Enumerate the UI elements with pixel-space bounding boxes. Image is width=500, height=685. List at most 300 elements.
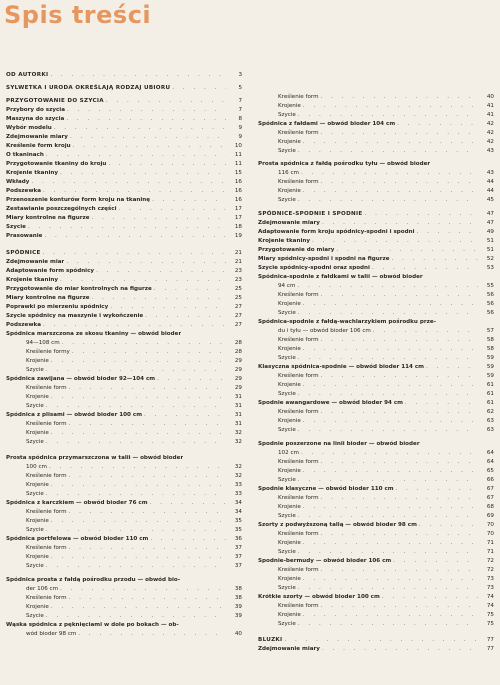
toc-page-number: 5: [238, 85, 242, 91]
toc-entry: [258, 399, 494, 408]
toc-page-number: 29: [234, 367, 242, 373]
toc-entry: [6, 438, 242, 447]
toc-section-heading: [6, 84, 242, 93]
dot-leader: [301, 169, 478, 178]
toc-entry-title: Krojenie: [278, 576, 301, 582]
toc-page-number: 21: [234, 250, 242, 256]
toc-page-number: 58: [486, 346, 494, 352]
dot-leader: [303, 575, 478, 584]
toc-page-number: 19: [234, 233, 242, 239]
dot-leader: [69, 508, 226, 517]
toc-page-number: 27: [234, 322, 242, 328]
toc-page-number: 7: [238, 98, 242, 104]
dot-leader: [321, 336, 478, 345]
toc-entry-title: Spódnica-spodnie z fałdą-wachlarzykiem pośrodku prze-: [258, 319, 436, 325]
dot-leader: [51, 429, 226, 438]
dot-leader: [372, 264, 478, 273]
toc-page-number: 32: [234, 430, 242, 436]
toc-entry-title: Krojenie: [26, 358, 49, 364]
dot-leader: [51, 603, 226, 612]
dot-leader: [303, 539, 478, 548]
dot-leader: [150, 499, 226, 508]
dot-leader: [31, 178, 226, 187]
toc-page-number: 74: [486, 603, 494, 609]
toc-page-number: 25: [234, 286, 242, 292]
toc-entry: [6, 630, 242, 639]
dot-leader: [297, 282, 478, 291]
toc-entry: [258, 102, 494, 111]
toc-entry: [258, 291, 494, 300]
toc-page-number: 36: [234, 536, 242, 542]
toc-entry-title: Kreślenie form: [278, 130, 319, 136]
toc-entry-title: Kreślenie form: [26, 421, 67, 427]
toc-entry-title: Przygotowanie do miary: [258, 247, 335, 253]
toc-page-number: 72: [486, 558, 494, 564]
toc-entry-title: Szycie: [278, 427, 296, 433]
toc-entry-title: Zdejmowanie miary: [6, 134, 68, 140]
toc-entry-title: Szycie: [278, 549, 296, 555]
toc-entry: [258, 93, 494, 102]
toc-entry: [6, 348, 242, 357]
dot-leader: [152, 196, 226, 205]
toc-page-number: 51: [486, 247, 494, 253]
toc-page-number: 67: [486, 486, 494, 492]
toc-entry: [258, 557, 494, 566]
toc-entry: [258, 336, 494, 345]
toc-page-number: 17: [234, 206, 242, 212]
toc-entry-title: Miary spódnicy-spodni i spodni na figurze: [258, 256, 390, 262]
toc-page-number: 11: [234, 152, 242, 158]
toc-entry-title: Kreślenie form: [278, 409, 319, 415]
toc-entry-title: Szycie: [26, 367, 44, 373]
toc-entry-title: 116 cm: [278, 170, 299, 176]
dot-leader: [62, 339, 226, 348]
dot-leader: [298, 620, 478, 629]
toc-entry-title: Krojenie: [26, 482, 49, 488]
toc-entry-title: Krojenie: [278, 346, 301, 352]
toc-page-number: 44: [486, 179, 494, 185]
toc-page-number: 34: [234, 509, 242, 515]
toc-entry-title: Szycie: [6, 224, 26, 230]
dot-leader: [298, 584, 478, 593]
dot-leader: [382, 593, 478, 602]
dot-leader: [70, 133, 226, 142]
toc-entry: [258, 548, 494, 557]
dot-leader: [303, 345, 478, 354]
toc-entry-title: Wąska spódnica z pęknięciami w dole po bokach — ob-: [6, 622, 179, 628]
toc-entry-title: Krojenie: [278, 103, 301, 109]
dot-leader: [298, 309, 478, 318]
toc-entry-title: Przenoszenie konturów form kroju na tkaninę: [6, 197, 151, 203]
toc-entry-title: Krojenie: [278, 612, 301, 618]
dot-leader: [321, 408, 478, 417]
dot-leader: [51, 481, 226, 490]
dot-leader: [321, 530, 478, 539]
toc-entry-title: Krojenie: [26, 518, 49, 524]
toc-page-number: 47: [486, 211, 494, 217]
toc-page-number: 42: [486, 130, 494, 136]
dot-leader: [321, 178, 478, 187]
toc-page-number: 75: [486, 621, 494, 627]
toc-page-number: 47: [486, 220, 494, 226]
toc-page-number: 28: [234, 349, 242, 355]
toc-entry: [258, 120, 494, 129]
toc-entry-title: Krojenie: [26, 394, 49, 400]
toc-entry: [6, 481, 242, 490]
toc-entry-title: Szycie: [278, 621, 296, 627]
toc-entry: [258, 138, 494, 147]
dot-leader: [60, 585, 226, 594]
toc-entry: [258, 476, 494, 485]
dot-leader: [43, 249, 226, 258]
toc-entry-title: Miary kontrolne na figurze: [6, 215, 90, 221]
dot-leader: [321, 566, 478, 575]
toc-entry-title: Szycie: [278, 197, 296, 203]
toc-page-number: 40: [234, 631, 242, 637]
dot-leader: [373, 327, 478, 336]
toc-page-number: 37: [234, 554, 242, 560]
toc-page-number: 70: [486, 522, 494, 528]
toc-page-number: 77: [486, 637, 494, 643]
dot-leader: [46, 526, 226, 535]
toc-entry-title: der 106 cm: [26, 586, 59, 592]
dot-leader: [51, 517, 226, 526]
toc-entry: [6, 115, 242, 124]
toc-entry: [6, 585, 242, 594]
toc-page-number: 15: [234, 170, 242, 176]
toc-entry-title: Krojenie: [26, 604, 49, 610]
toc-page-number: 33: [234, 491, 242, 497]
dot-leader: [298, 512, 478, 521]
toc-page-number: 35: [234, 527, 242, 533]
toc-entry-title: Krojenie: [278, 188, 301, 194]
toc-page-number: 49: [486, 229, 494, 235]
dot-leader: [46, 438, 226, 447]
dot-leader: [298, 390, 478, 399]
dot-leader: [321, 93, 478, 102]
toc-entry-title: Szycie: [26, 439, 44, 445]
dot-leader: [321, 602, 478, 611]
dot-leader: [150, 535, 226, 544]
toc-page-number: 9: [238, 134, 242, 140]
toc-entry-title: Kreślenie form: [278, 373, 319, 379]
toc-page-number: 16: [234, 197, 242, 203]
toc-entry: [258, 611, 494, 620]
dot-leader: [69, 472, 226, 481]
toc-entry-title: Klasyczna spódnica-spodnie — obwód bioder 114 cm: [258, 364, 424, 370]
dot-leader: [157, 375, 226, 384]
toc-entry-title: Zdejmowanie miar: [6, 259, 65, 265]
toc-entry-title: Spodnie-bermudy — obwód bioder 106 cm: [258, 558, 392, 564]
dot-leader: [110, 303, 226, 312]
toc-entry-title: Spódnica-spodnie z fałdkami w talii — obwód bioder: [258, 274, 423, 280]
dot-leader: [60, 169, 226, 178]
toc-entry: [258, 485, 494, 494]
toc-page-number: 38: [234, 586, 242, 592]
toc-entry: [258, 449, 494, 458]
toc-page-number: 9: [238, 125, 242, 131]
toc-page-number: 71: [486, 549, 494, 555]
toc-entry: [258, 408, 494, 417]
toc-entry: [258, 503, 494, 512]
toc-entry-title: 94—108 cm: [26, 340, 60, 346]
dot-leader: [72, 348, 226, 357]
toc-entry-title: Kreślenie form: [278, 495, 319, 501]
toc-entry: [6, 463, 242, 472]
toc-page-number: 73: [486, 585, 494, 591]
dot-leader: [92, 294, 226, 303]
toc-entry-title: Kreślenie form kroju: [6, 143, 71, 149]
toc-page-number: 73: [486, 576, 494, 582]
toc-entry: [6, 366, 242, 375]
toc-page-number: 31: [234, 421, 242, 427]
toc-entry: [258, 372, 494, 381]
toc-entry-title: Kreślenie form: [278, 459, 319, 465]
toc-page-number: 43: [486, 148, 494, 154]
toc-entry-title: Krojenie: [278, 301, 301, 307]
toc-entry-title: Kreślenie form: [278, 531, 319, 537]
toc-page-number: 18: [234, 224, 242, 230]
toc-entry: [258, 318, 494, 327]
toc-entry-title: Spódnica zawijana — obwód bioder 92—104 cm: [6, 376, 156, 382]
dot-leader: [78, 630, 226, 639]
toc-page-number: 61: [486, 382, 494, 388]
toc-page-number: 37: [234, 563, 242, 569]
toc-page-number: 64: [486, 450, 494, 456]
dot-leader: [298, 548, 478, 557]
toc-page-number: 52: [486, 256, 494, 262]
dot-leader: [396, 485, 478, 494]
toc-entry: [6, 133, 242, 142]
toc-entry: [258, 620, 494, 629]
toc-entry-title: Wkłady: [6, 179, 30, 185]
toc-page-number: 68: [486, 504, 494, 510]
dot-leader: [66, 258, 226, 267]
toc-page-number: 65: [486, 468, 494, 474]
toc-page-number: 41: [486, 103, 494, 109]
toc-page-number: 71: [486, 540, 494, 546]
toc-entry: [6, 321, 242, 330]
dot-leader: [46, 151, 226, 160]
dot-leader: [303, 503, 478, 512]
toc-entry-title: Szycie: [26, 563, 44, 569]
dot-leader: [301, 449, 478, 458]
dot-leader: [321, 129, 478, 138]
toc-entry: [258, 345, 494, 354]
dot-leader: [60, 276, 226, 285]
toc-entry: [6, 187, 242, 196]
dot-leader: [43, 321, 226, 330]
toc-section-heading: [258, 636, 494, 645]
toc-entry: [6, 508, 242, 517]
toc-entry-title: Spódnica z fałdami — obwód bioder 104 cm: [258, 121, 396, 127]
toc-entry-title: Krojenie tkaniny: [258, 238, 310, 244]
toc-page-number: 32: [234, 473, 242, 479]
dot-leader: [108, 160, 226, 169]
dot-leader: [298, 147, 478, 156]
dot-leader: [303, 138, 478, 147]
toc-entry: [6, 294, 242, 303]
toc-page-number: 37: [234, 545, 242, 551]
toc-entry: [6, 124, 242, 133]
toc-page-number: 63: [486, 418, 494, 424]
toc-entry-title: Kreślenie form: [26, 385, 67, 391]
toc-entry: [6, 267, 242, 276]
toc-entry-title: Szycie: [278, 477, 296, 483]
toc-entry: [6, 223, 242, 232]
toc-entry: [258, 593, 494, 602]
toc-page-number: 28: [234, 340, 242, 346]
dot-leader: [303, 417, 478, 426]
dot-leader: [365, 210, 478, 219]
dot-leader: [69, 384, 226, 393]
toc-entry-title: Krojenie: [26, 554, 49, 560]
toc-entry-title: Szycie: [26, 613, 44, 619]
dot-leader: [28, 223, 226, 232]
toc-entry-title: Adaptowanie form kroju spódnicy-spodni i spodni: [258, 229, 415, 235]
toc-entry-title: Kreślenie form: [278, 94, 319, 100]
toc-page-number: 29: [234, 376, 242, 382]
toc-entry-title: Szorty z podwyższoną talią — obwód bioder 98 cm: [258, 522, 417, 528]
toc-entry-title: Szycie spódnicy-spodni oraz spodni: [258, 265, 370, 271]
toc-entry-title: Prasowanie: [6, 233, 43, 239]
toc-entry: [6, 276, 242, 285]
toc-entry: [258, 147, 494, 156]
toc-entry: [6, 339, 242, 348]
toc-entry: [6, 330, 242, 339]
toc-entry-title: Poprawki po mierzeniu spódnicy: [6, 304, 109, 310]
dot-leader: [336, 246, 478, 255]
toc-page-number: 35: [234, 518, 242, 524]
toc-entry-title: wód bioder 98 cm: [26, 631, 77, 637]
toc-entry-title: Krojenie: [278, 540, 301, 546]
toc-entry-title: Spódnica marszczona ze skosu tkaniny — obwód bioder: [6, 331, 182, 337]
toc-entry-title: O tkaninach: [6, 152, 44, 158]
toc-entry: [258, 539, 494, 548]
toc-entry-title: Spódnica z karczkiem — obwód bioder 76 cm: [6, 500, 148, 506]
toc-entry: [258, 264, 494, 273]
dot-leader: [67, 106, 226, 115]
toc-entry-title: Kreślenie form: [278, 292, 319, 298]
toc-entry-title: Krojenie: [278, 139, 301, 145]
dot-leader: [417, 228, 478, 237]
dot-leader: [397, 120, 478, 129]
toc-entry: [6, 612, 242, 621]
dot-leader: [426, 363, 478, 372]
dot-leader: [54, 124, 226, 133]
dot-leader: [51, 553, 226, 562]
toc-section-heading: [6, 249, 242, 258]
toc-entry-title: Krojenie: [278, 382, 301, 388]
toc-entry-title: Krojenie: [26, 430, 49, 436]
toc-entry: [6, 142, 242, 151]
toc-entry: [6, 526, 242, 535]
toc-entry: [6, 553, 242, 562]
toc-page-number: 51: [486, 238, 494, 244]
dot-leader: [405, 399, 478, 408]
toc-page-number: 66: [486, 477, 494, 483]
toc-entry-title: OD AUTORKI: [6, 72, 49, 78]
toc-page-number: 32: [234, 439, 242, 445]
dot-leader: [321, 372, 478, 381]
toc-page-number: 62: [486, 409, 494, 415]
dot-leader: [303, 102, 478, 111]
dot-leader: [298, 476, 478, 485]
toc-page-number: 39: [234, 604, 242, 610]
toc-page-number: 42: [486, 121, 494, 127]
toc-page-number: 53: [486, 265, 494, 271]
toc-entry-title: Szycie: [26, 491, 44, 497]
toc-entry-title: Zestawianie poszczególnych części: [6, 206, 117, 212]
toc-entry-title: Szycie: [278, 513, 296, 519]
toc-page-number: 56: [486, 301, 494, 307]
dot-leader: [312, 237, 478, 246]
toc-entry: [258, 160, 494, 169]
toc-entry: [258, 255, 494, 264]
dot-leader: [73, 142, 226, 151]
toc-entry-title: Wybór modelu: [6, 125, 52, 131]
dot-leader: [322, 219, 478, 228]
toc-page-number: 59: [486, 364, 494, 370]
dot-leader: [51, 357, 226, 366]
toc-page-number: 77: [486, 646, 494, 652]
toc-page-number: 39: [234, 613, 242, 619]
toc-page-number: 64: [486, 459, 494, 465]
dot-leader: [43, 187, 226, 196]
toc-entry-title: Podszewka: [6, 322, 41, 328]
toc-entry-title: Szycie: [278, 112, 296, 118]
toc-entry: [6, 454, 242, 463]
toc-page-number: 61: [486, 400, 494, 406]
toc-page-number: 70: [486, 531, 494, 537]
toc-entry: [258, 512, 494, 521]
toc-page-number: 25: [234, 295, 242, 301]
toc-entry: [6, 603, 242, 612]
toc-page-number: 31: [234, 403, 242, 409]
toc-entry-title: Zdejmowanie miary: [258, 646, 320, 652]
dot-leader: [172, 84, 226, 93]
toc-entry: [6, 393, 242, 402]
toc-section-heading: [6, 71, 242, 80]
toc-entry-title: Szycie: [278, 585, 296, 591]
page-title: Spis treści: [4, 1, 152, 29]
toc-entry-title: Kreślenie form: [26, 473, 67, 479]
toc-entry: [258, 575, 494, 584]
dot-leader: [145, 312, 226, 321]
toc-entry-title: Szycie: [278, 355, 296, 361]
toc-entry: [6, 384, 242, 393]
toc-entry: [6, 205, 242, 214]
toc-entry: [6, 312, 242, 321]
toc-entry: [6, 499, 242, 508]
toc-entry: [258, 129, 494, 138]
toc-page-number: 72: [486, 567, 494, 573]
toc-entry-title: Krojenie tkaniny: [6, 277, 58, 283]
toc-entry: [258, 467, 494, 476]
toc-entry: [258, 645, 494, 654]
toc-entry: [6, 106, 242, 115]
toc-page-number: 31: [234, 412, 242, 418]
toc-page-number: 27: [234, 304, 242, 310]
toc-page-number: 3: [238, 72, 242, 78]
toc-entry-title: Szycie: [26, 403, 44, 409]
toc-entry-title: Kreślenie form: [278, 179, 319, 185]
toc-entry: [6, 169, 242, 178]
toc-entry-title: Krojenie tkaniny: [6, 170, 58, 176]
toc-entry-title: Miary kontrolne na figurze: [6, 295, 90, 301]
toc-entry: [258, 530, 494, 539]
toc-entry-title: 94 cm: [278, 283, 296, 289]
